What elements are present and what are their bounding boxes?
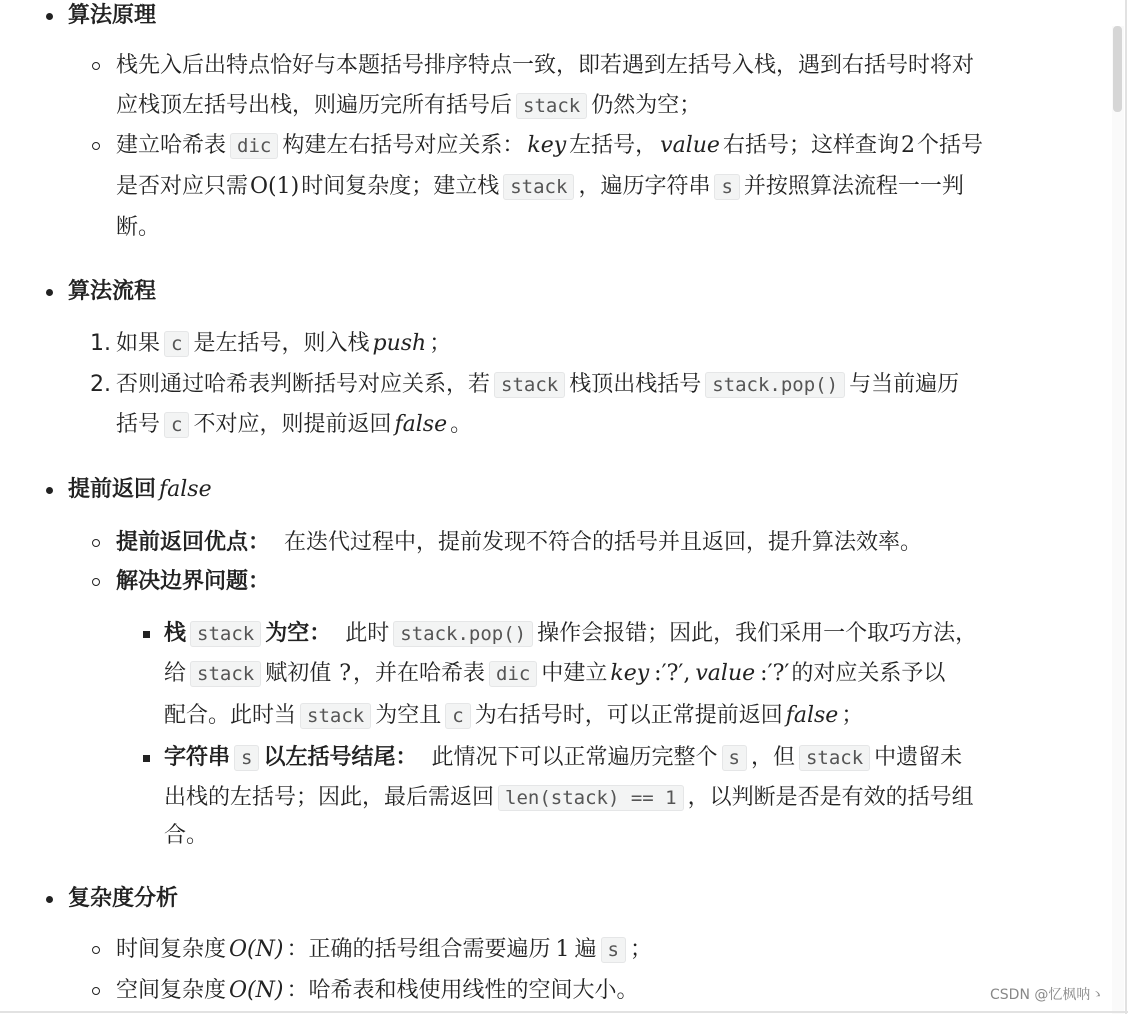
code-s: s — [722, 745, 747, 771]
code-stack: stack — [516, 93, 587, 119]
section-title-flow: 算法流程 — [68, 279, 157, 304]
section-title-complexity: 复杂度分析 — [68, 886, 179, 911]
code-c: c — [445, 703, 470, 729]
section-title-early-return: 提前返回 false — [68, 477, 212, 502]
bullet-circle — [92, 946, 100, 954]
bullet-dot — [46, 289, 53, 296]
code-s: s — [234, 745, 259, 771]
watermark: CSDN @忆枫呐ゝ — [990, 987, 1105, 1003]
boundary-sub2-line3: 合。 — [164, 823, 209, 848]
list-number: 2. — [90, 372, 111, 397]
code-s: s — [714, 174, 739, 200]
scrollbar-thumb[interactable] — [1113, 26, 1122, 112]
flow-item2-line2: 括号 c 不对应，则提前返回 false 。 — [116, 412, 473, 437]
code-stack: stack — [494, 372, 565, 398]
boundary-sub2-line1: 字符串 s 以左括号结尾： 此情况下可以正常遍历完整个 s ，但 stack 中遗留未 — [164, 745, 963, 770]
bullet-circle — [92, 987, 100, 995]
boundary-problems-label: 解决边界问题： — [116, 569, 271, 594]
bullet-circle — [92, 62, 100, 70]
flow-item1: 如果 c 是左括号，则入栈 push ； — [116, 331, 452, 356]
code-stack: stack — [300, 703, 371, 729]
code-stack: stack — [799, 745, 870, 771]
code-c: c — [164, 412, 189, 438]
list-number: 1. — [90, 331, 111, 356]
code-stack-pop: stack.pop() — [705, 372, 845, 398]
code-dic: dic — [489, 661, 537, 687]
boundary-sub1-line2: 给 stack 赋初值 ?，并在哈希表 dic 中建立 key :′?′, value :′?′的对应关系予以 — [164, 661, 946, 686]
code-stack: stack — [503, 174, 574, 200]
bottom-border — [0, 1011, 1128, 1013]
principle-item2-line1: 建立哈希表 dic 构建左右括号对应关系： key 左括号， value 右括号；这样查询2个括号 — [116, 133, 983, 158]
code-dic: dic — [230, 133, 278, 159]
bullet-dot — [46, 13, 53, 20]
code-stack: stack — [190, 661, 261, 687]
complexity-time: 时间复杂度 O(N) ：正确的括号组合需要遍历 1 遍 s ； — [116, 937, 652, 962]
right-border — [1125, 0, 1127, 1014]
early-return-advantage: 提前返回优点： 在迭代过程中，提前发现不符合的括号并且返回，提升算法效率。 — [116, 530, 923, 555]
bullet-square — [143, 631, 150, 638]
bullet-circle — [92, 578, 100, 586]
scrollbar-track[interactable] — [1112, 26, 1124, 1014]
principle-item1-line1: 栈先入后出特点恰好与本题括号排序特点一致，即若遇到左括号入栈，遇到右括号时将对 — [116, 53, 975, 78]
principle-item1-line2: 应栈顶左括号出栈，则遍历完所有括号后 stack 仍然为空； — [116, 93, 702, 118]
bullet-circle — [92, 142, 100, 150]
complexity-space: 空间复杂度 O(N) ：哈希表和栈使用线性的空间大小。 — [116, 978, 639, 1003]
code-c: c — [164, 331, 189, 357]
code-stack-pop: stack.pop() — [393, 621, 533, 647]
principle-item2-line3: 断。 — [116, 215, 161, 240]
code-s: s — [601, 937, 626, 963]
principle-item2-line2: 是否对应只需O(1)时间复杂度；建立栈 stack ，遍历字符串 s 并按照算法流程一一判 — [116, 174, 964, 199]
bullet-dot — [46, 896, 53, 903]
bullet-square — [143, 755, 150, 762]
flow-item2-line1: 否则通过哈希表判断括号对应关系，若 stack 栈顶出栈括号 stack.pop() 与当前遍历 — [116, 372, 960, 397]
bullet-circle — [92, 539, 100, 547]
code-len-stack: len(stack) == 1 — [498, 785, 684, 811]
code-stack: stack — [190, 621, 261, 647]
bullet-dot — [46, 487, 53, 494]
boundary-sub2-line2: 出栈的左括号；因此，最后需返回 len(stack) == 1 ，以判断是否是有效的括号组 — [164, 785, 974, 810]
section-title-principle: 算法原理 — [68, 3, 157, 28]
boundary-sub1-line1: 栈 stack 为空： 此时 stack.pop() 操作会报错；因此，我们采用一个取巧方法， — [164, 621, 978, 646]
boundary-sub1-line3: 配合。此时当 stack 为空且 c 为右括号时，可以正常提前返回 false ； — [164, 703, 864, 728]
